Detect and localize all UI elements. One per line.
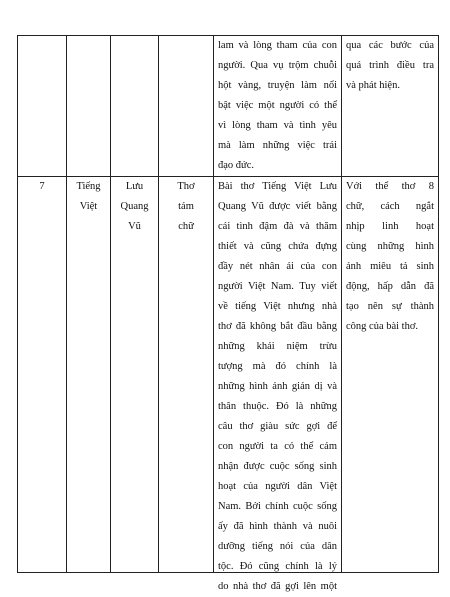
content-line: người Việt Nam. Tuy viết <box>218 281 337 292</box>
content-line: thơ đã không bắt đầu bằng <box>218 321 337 332</box>
art-line: ảnh miêu tả sinh <box>346 261 434 272</box>
art-line: và phát hiện. <box>346 80 400 91</box>
genre-line: chữ <box>178 221 194 232</box>
content-line: hoạt của người dân Việt <box>218 481 337 492</box>
art-line: động, hấp dẫn đã <box>346 281 434 292</box>
author-line: Quang <box>120 201 149 212</box>
content-line: đầy nét nhân ái của con <box>218 261 337 272</box>
content-line: nhận được cuộc sống sinh <box>218 461 337 472</box>
content-line: do nhà thơ đã gợi lên một <box>218 581 337 592</box>
art-cell <box>342 36 439 177</box>
content-line: mà làm những việc trái <box>218 140 337 151</box>
art-line: quá trình điều tra <box>346 60 434 71</box>
art-line: cùng những hình <box>346 241 434 252</box>
genre-cell <box>159 36 214 177</box>
content-line: hột vàng, truyện làm nổi <box>218 80 337 91</box>
subject-line: Việt <box>79 201 98 212</box>
content-line: đạo đức. <box>218 160 255 171</box>
content-line: con người ta có thể cảm <box>218 441 337 452</box>
content-line: Quang Vũ được viết bằng <box>218 201 337 212</box>
document-table <box>17 35 439 592</box>
author-cell <box>111 177 159 573</box>
content-line: tượng mà đó chính là <box>218 361 337 372</box>
subject-cell <box>67 36 111 177</box>
stt-cell <box>18 177 67 573</box>
content-line: người. Qua vụ trộm chuỗi <box>218 60 337 71</box>
art-line: công của bài thơ. <box>346 321 419 332</box>
art-line: nhịp linh hoạt <box>346 221 434 232</box>
content-line: Nam. Bởi chính cuộc sống <box>218 501 337 512</box>
author-line: Lưu <box>125 181 144 192</box>
subject-cell <box>67 177 111 573</box>
art-line: tạo nên sự thành <box>346 301 434 312</box>
content-line: những hình ảnh giản dị và <box>218 381 337 392</box>
genre-cell <box>159 177 214 573</box>
content-line: Bài thơ Tiếng Việt Lưu <box>218 181 337 192</box>
content-line: về tiếng Việt nhưng nhà <box>218 301 337 312</box>
content-line: bật việc một người có thể <box>218 100 337 111</box>
stt-number: 7 <box>39 181 45 192</box>
art-line: qua các bước của <box>346 40 434 51</box>
content-cell <box>214 36 342 177</box>
stt-cell <box>18 36 67 177</box>
content-line: thiết và cũng chứa đựng <box>218 241 337 252</box>
content-line: dưỡng tiếng nói của dân <box>218 541 337 552</box>
content-line: cái tình đậm đà và thăm <box>218 221 337 232</box>
subject-line: Tiếng <box>76 181 101 192</box>
content-line: vì lòng tham và tình yêu <box>218 120 337 131</box>
art-line: Với thể thơ 8 <box>346 181 434 192</box>
author-cell <box>111 36 159 177</box>
content-line: lam và lòng tham của con <box>218 40 337 51</box>
art-line: chữ, cách ngắt <box>346 201 434 212</box>
content-line: tộc. Đó cũng chính là lý <box>218 561 337 572</box>
author-line: Vũ <box>128 221 141 232</box>
content-line: câu thơ giàu sức gợi để <box>218 421 337 432</box>
content-line: những khái niệm trừu <box>218 341 337 352</box>
genre-line: Thơ <box>177 181 195 192</box>
content-line: ấy đã hình thành và nuôi <box>218 521 337 532</box>
table-row <box>18 36 439 177</box>
content-line: thân thuộc. Đó là những <box>218 401 337 412</box>
art-cell <box>342 177 439 573</box>
content-cell <box>214 177 342 592</box>
table-row <box>18 177 439 573</box>
genre-line: tám <box>178 201 194 212</box>
